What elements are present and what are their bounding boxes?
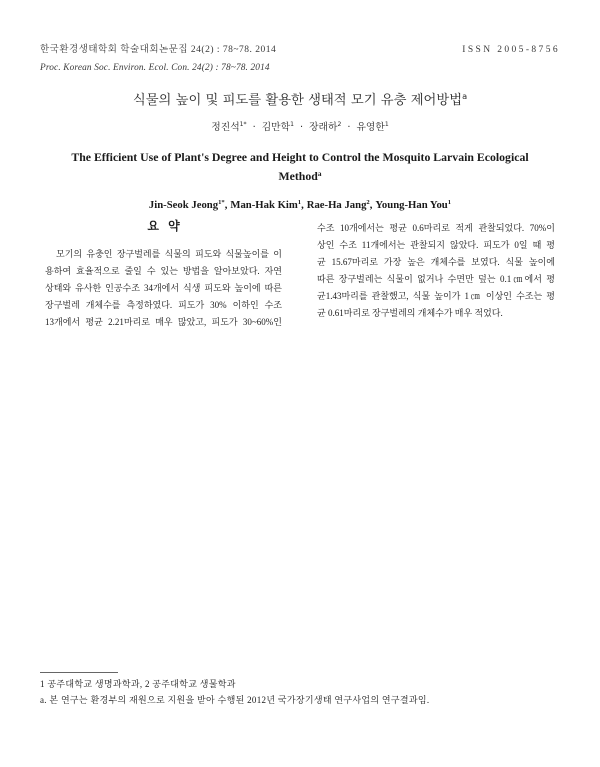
author-name: Jin-Seok Jeong — [148, 199, 219, 211]
abstract-line: 13개에서 평균 2.21마리로 매우 많았고, 피도가 30~60%인 — [45, 317, 282, 327]
english-title-line — [0, 148, 600, 167]
footnote-affiliations: 1 공주대학교 생명과학과, 2 공주대학교 생물학과 — [40, 679, 236, 689]
abstract-line: 장구벌레 개체수를 측정하였다. 피도가 30% 이하인 수조 — [45, 300, 282, 310]
english-title-text: The Efficient Use of Plant's Degree and Height to Control the Mosquito Larvain Ecological — [71, 150, 529, 164]
author-separator: , — [224, 199, 228, 211]
korean-title: 식물의 높이 및 피도를 활용한 생태적 모기 유충 제어방법 $^a$ — [132, 91, 468, 108]
korean-title-text: 식물의 높이 및 피도를 활용한 생태적 모기 유충 제어방법 — [132, 93, 463, 108]
running-header-english: Proc. Korean Soc. Environ. Ecol. Con. 24(2) : 78~78. 2014 — [40, 63, 270, 73]
abstract-line: 균 15.67마리로 가장 높은 개체수를 보였다. 식물 높이에 — [317, 257, 555, 267]
abstract-line: 모기의 유충인 장구벌레를 식물의 피도와 식물높이를 이 — [56, 249, 282, 259]
abstract-column-right — [317, 220, 555, 322]
author-name: 정진석 — [211, 122, 240, 133]
footnote-divider — [40, 672, 118, 673]
issn-number: ISSN 2005-8756 — [462, 45, 560, 55]
abstract-line: 상태와 유사한 인공수조 34개에서 식생 피도와 높이에 따른 — [45, 283, 282, 293]
author-name: Young-Han You — [375, 199, 448, 211]
abstract-heading: 요 약 — [147, 219, 180, 233]
abstract-line: 균1.43마리를 관찰했고, 식물 높이가 1㎝ 이상인 수조는 평 — [317, 291, 555, 301]
author-name: 유영한 — [356, 122, 385, 133]
author-separator: · — [252, 122, 256, 133]
author-name: 장래하 — [309, 122, 338, 133]
author-separator: , — [369, 199, 373, 211]
english-title-line: Method $^a$ — [0, 167, 600, 186]
abstract-line: 따른 장구벌레는 식물이 없거나 수면만 덮는 0.1㎝에서 평 — [317, 274, 555, 284]
english-author-list: Jin-Seok Jeong $^{1*}$ , Man-Hak Kim $^1$ , Rae-Ha Jang $^2$ , Young-Han You $^1$ — [148, 199, 452, 211]
running-header-korean: 한국환경생태학회 학술대회논문집 24(2) : 78~78. 2014 — [40, 45, 277, 55]
abstract-line: 균 0.61마리로 장구벌레의 개체수가 매우 적었다. — [317, 308, 503, 318]
author-name: 김만학 — [261, 122, 291, 133]
author-separator: , — [301, 199, 304, 211]
author-separator: · — [299, 122, 304, 133]
abstract-line: 수조 10개에서는 평균 0.6마리로 적게 관찰되었다. 70%이 — [317, 223, 555, 233]
footnote-funding: a. 본 연구는 환경부의 재원으로 지원을 받아 수행된 2012년 국가장기생태 연구사업의 연구결과임. — [40, 695, 430, 705]
abstract-line: 용하여 효율적으로 줄일 수 있는 방법을 알아보았다. 자연 — [45, 266, 282, 276]
author-separator: · — [347, 122, 351, 133]
korean-author-list: 정진석 $^{1*}$ · 김만학 $^1$ · 장래하 $^2$ · 유영한 $^1$ — [211, 121, 389, 133]
abstract-line: 상인 수조 11개에서는 관찰되지 않았다. 피도가 0일 때 평 — [317, 240, 555, 250]
author-name: Man-Hak Kim — [230, 199, 298, 211]
abstract-column-left — [45, 246, 282, 331]
author-name: Rae-Ha Jang — [306, 199, 367, 211]
english-title-text: Method — [278, 169, 318, 183]
